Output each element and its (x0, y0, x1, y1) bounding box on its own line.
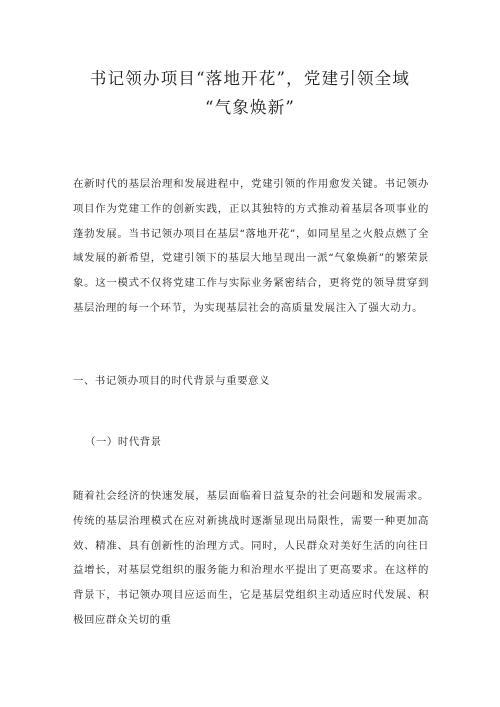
document-title-line-2: “气象焕新” (204, 98, 296, 117)
section-heading: 一、书记领办项目的时代背景与重要意义 (73, 375, 270, 387)
document-title-line-1: 书记领办项目“落地开花”，党建引领全域 (89, 69, 411, 88)
intro-paragraph: 在新时代的基层治理和发展进程中，党建引领的作用愈发关键。书记领办项目作为党建工作的创新实践，正以其独特的方式推动着基层各项事业的蓬勃发展。当书记领办项目在基层“落地开花”，如同星星之火般点燃了全域发展的新希望，党建引领下的基层大地呈现出一派“气象焕新”的繁荣景象。这一模式不仅将党建工作与实际业务紧密结合，更将党的领导贯穿到基层治理的每一个环节，为实现基层社会的高质量发展注入了强大动力。 (73, 178, 429, 314)
background-paragraph: 随着社会经济的快速发展，基层面临着日益复杂的社会问题和发展需求。传统的基层治理模式在应对新挑战时逐渐显现出局限性，需要一种更加高效、精准、具有创新性的治理方式。同时，人民群众对美好生活的向往日益增长，对基层党组织的服务能力和治理水平提出了更高要求。在这样的背景下，书记领办项目应运而生，它是基层党组织主动适应时代发展、积极回应群众关切的重 (73, 490, 429, 626)
subsection-heading: （一）时代背景 (85, 436, 162, 448)
